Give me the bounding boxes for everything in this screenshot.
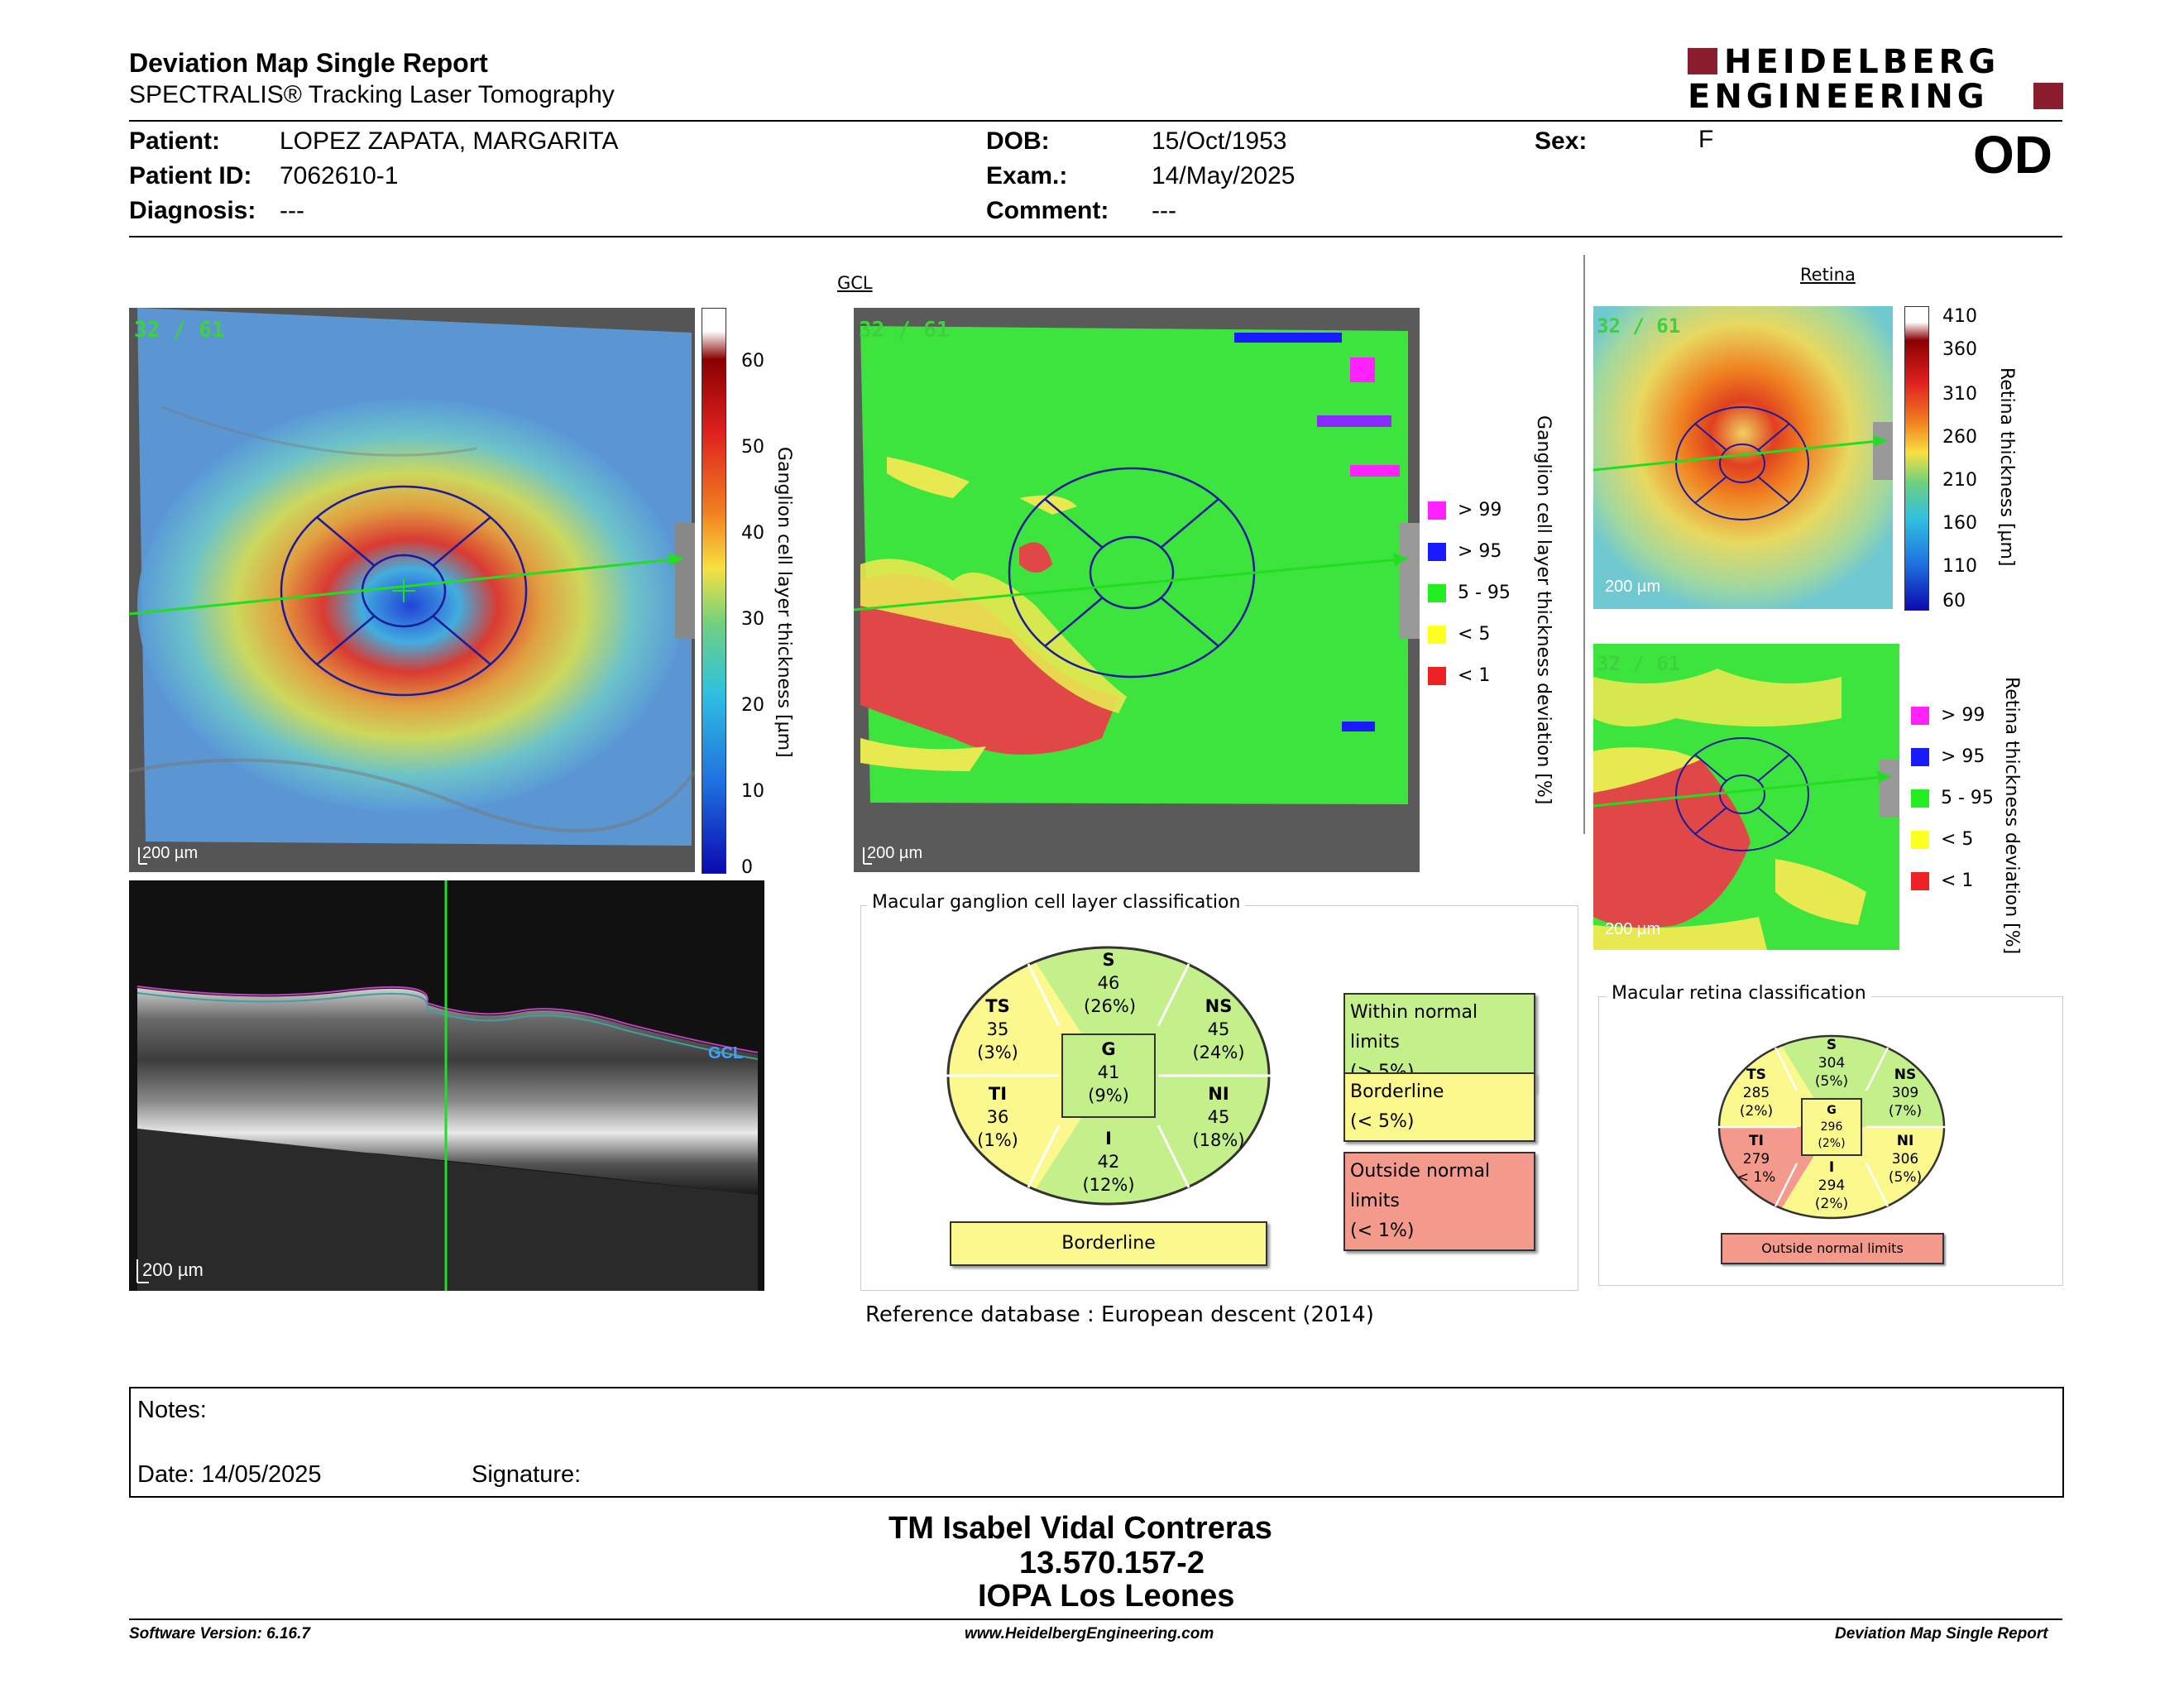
retina-thickness-map	[1593, 306, 1893, 609]
patient-id-label: Patient ID:	[129, 162, 252, 189]
legend-swatch	[1428, 626, 1446, 644]
diagnosis-value: ---	[280, 197, 304, 224]
colorbar-tick: 20	[741, 695, 764, 716]
legend-within-normal: Within normal limits	[1343, 993, 1535, 1092]
stamp-institution: IOPA Los Leones	[978, 1579, 1235, 1614]
comment-value: ---	[1152, 197, 1176, 224]
legend-label: > 95	[1458, 541, 1502, 562]
colorbar-tick: 30	[741, 609, 764, 630]
sector-s: S 46 (26%)	[1084, 950, 1137, 1016]
sector-ni: NI 306 (5%)	[1888, 1133, 1923, 1186]
colorbar-axis-label: Retina thickness [µm]	[1996, 367, 2017, 567]
layer-label: GCL	[708, 1044, 744, 1062]
sex-value: F	[1698, 126, 1714, 153]
sector-s: S 304 (5%)	[1814, 1037, 1849, 1090]
patient-id: 7062610-1	[280, 162, 399, 189]
patient-label: Patient:	[129, 127, 221, 155]
heidelberg-logo	[1688, 43, 2064, 116]
legend-label: 5 - 95	[1458, 583, 1511, 603]
legend-swatch	[1428, 667, 1446, 685]
colorbar-tick: 40	[741, 523, 764, 544]
scan-label: 32 / 61	[859, 318, 950, 343]
legend-label: < 1	[1458, 665, 1491, 686]
legend-item	[1428, 500, 1502, 520]
legend-label: < 1	[1941, 870, 1974, 891]
exam-label: Exam.:	[986, 162, 1068, 189]
legend-swatch	[1911, 872, 1929, 890]
legend-item	[1428, 665, 1490, 686]
colorbar-tick: 260	[1942, 427, 1977, 448]
patient-name: LOPEZ ZAPATA, MARGARITA	[280, 127, 619, 155]
legend-swatch	[1428, 584, 1446, 602]
colorbar-tick: 360	[1942, 339, 1977, 360]
exam-value: 14/May/2025	[1152, 162, 1296, 189]
legend-outside-normal: Outside normal limits (< 1%)	[1343, 1152, 1535, 1251]
sector-ti: TI 279 < 1%	[1736, 1133, 1776, 1186]
sex-label: Sex:	[1535, 127, 1588, 155]
date-label: Date: 14/05/2025	[137, 1461, 322, 1488]
colorbar-axis-label: Ganglion cell layer thickness [µm]	[774, 447, 794, 758]
legend-label: > 95	[1941, 746, 1985, 767]
scale-bar-label: 200 µm	[867, 844, 923, 862]
software-version: Software Version: 6.16.7	[129, 1625, 310, 1642]
stamp-id: 13.570.157-2	[1019, 1546, 1205, 1580]
legend-item	[1911, 746, 1985, 767]
footer-rule	[129, 1618, 2062, 1620]
sector-i: I 294 (2%)	[1814, 1159, 1849, 1212]
scale-bar-label: 200 µm	[142, 1259, 204, 1280]
legend-axis-label: Ganglion cell layer thickness deviation [%]	[1533, 415, 1554, 805]
oct-bscan	[129, 880, 764, 1291]
sector-i: I 42 (12%)	[1082, 1129, 1135, 1195]
gcl-classification-title: Macular ganglion cell layer classification	[867, 892, 1245, 913]
scan-label: 32 / 61	[1597, 652, 1681, 675]
patient-rule	[129, 236, 2062, 237]
retina-result-badge: Outside normal limits	[1721, 1233, 1944, 1264]
colorbar-tick: 10	[741, 781, 764, 802]
comment-label: Comment:	[986, 197, 1109, 224]
dob-label: DOB:	[986, 127, 1050, 155]
colorbar-tick: 60	[1942, 591, 1966, 611]
legend-swatch	[1911, 748, 1929, 766]
legend-swatch	[1911, 831, 1929, 849]
eye-indicator: OD	[1973, 125, 2052, 185]
legend-swatch	[1428, 501, 1446, 520]
scan-label: 32 / 61	[1597, 314, 1681, 338]
header-rule	[129, 120, 2062, 122]
colorbar-tick: 310	[1942, 384, 1977, 405]
legend-label: < 5	[1941, 829, 1974, 850]
diagnosis-label: Diagnosis:	[129, 197, 256, 224]
sector-g: G 41 (9%)	[1088, 1039, 1129, 1105]
gcl-sector-chart	[943, 943, 1274, 1208]
colorbar-tick: 410	[1942, 306, 1977, 327]
stamp-name: TM Isabel Vidal Contreras	[888, 1511, 1272, 1546]
gcl-map-title: GCL	[837, 273, 873, 293]
report-title: Deviation Map Single Report	[129, 48, 488, 78]
gcl-colorbar	[702, 308, 726, 874]
retina-map-title: Retina	[1800, 265, 1856, 285]
scale-bar-label: 200 µm	[142, 844, 199, 862]
sector-g: G 296 (2%)	[1818, 1104, 1846, 1150]
colorbar-tick: 0	[741, 857, 753, 878]
website-link[interactable]: www.HeidelbergEngineering.com	[965, 1625, 1214, 1642]
scale-bar-label: 200 µm	[1605, 920, 1661, 938]
reference-database: Reference database : European descent (2014)	[865, 1302, 1374, 1327]
sector-ts: TS 35 (3%)	[977, 996, 1018, 1062]
retina-colorbar	[1904, 306, 1929, 611]
legend-label: > 99	[1941, 705, 1985, 726]
report-subtitle: SPECTRALIS® Tracking Laser Tomography	[129, 81, 615, 108]
legend-item	[1911, 829, 1973, 850]
sector-ti: TI 36 (1%)	[977, 1084, 1018, 1150]
sector-ni: NI 45 (18%)	[1192, 1084, 1245, 1150]
gcl-thickness-map	[129, 308, 695, 872]
signature-label: Signature:	[472, 1461, 582, 1488]
colorbar-tick: 160	[1942, 513, 1977, 534]
column-divider	[1583, 255, 1585, 834]
retina-deviation-map	[1593, 644, 1899, 950]
colorbar-tick: 50	[741, 437, 764, 458]
logo-line-2: ENGINEERING	[1688, 78, 1989, 116]
sector-ns: NS 309 (7%)	[1888, 1067, 1923, 1120]
legend-borderline: Borderline (< 5%)	[1343, 1072, 1535, 1142]
notes-box	[129, 1387, 2064, 1498]
notes-label: Notes:	[137, 1397, 207, 1423]
footer-report-name: Deviation Map Single Report	[1835, 1625, 2048, 1642]
retina-sector-chart	[1716, 1033, 1947, 1221]
legend-label: 5 - 95	[1941, 788, 1994, 808]
legend-item	[1428, 624, 1490, 645]
gcl-deviation-map	[854, 308, 1420, 872]
legend-swatch	[1428, 543, 1446, 561]
sector-ns: NS 45 (24%)	[1192, 996, 1245, 1062]
scan-label: 32 / 61	[134, 318, 225, 343]
sector-ts: TS 285 (2%)	[1739, 1067, 1774, 1120]
legend-swatch	[1911, 789, 1929, 808]
legend-axis-label: Retina thickness deviation [%]	[2001, 677, 2022, 955]
retina-classification-title: Macular retina classification	[1607, 983, 1871, 1004]
colorbar-tick: 110	[1942, 556, 1977, 577]
legend-label: > 99	[1458, 500, 1502, 520]
legend-item	[1911, 870, 1973, 891]
gcl-result-badge: Borderline	[950, 1221, 1267, 1266]
legend-item	[1428, 583, 1511, 603]
legend-swatch	[1911, 707, 1929, 725]
scale-bar-label: 200 µm	[1605, 578, 1661, 596]
colorbar-tick: 210	[1942, 470, 1977, 491]
legend-item	[1911, 788, 1994, 808]
colorbar-tick: 60	[741, 351, 764, 372]
legend-label: < 5	[1458, 624, 1491, 645]
legend-item	[1911, 705, 1985, 726]
legend-item	[1428, 541, 1502, 562]
dob-value: 15/Oct/1953	[1152, 127, 1287, 155]
logo-line-1: HEIDELBERG	[1724, 43, 2000, 81]
